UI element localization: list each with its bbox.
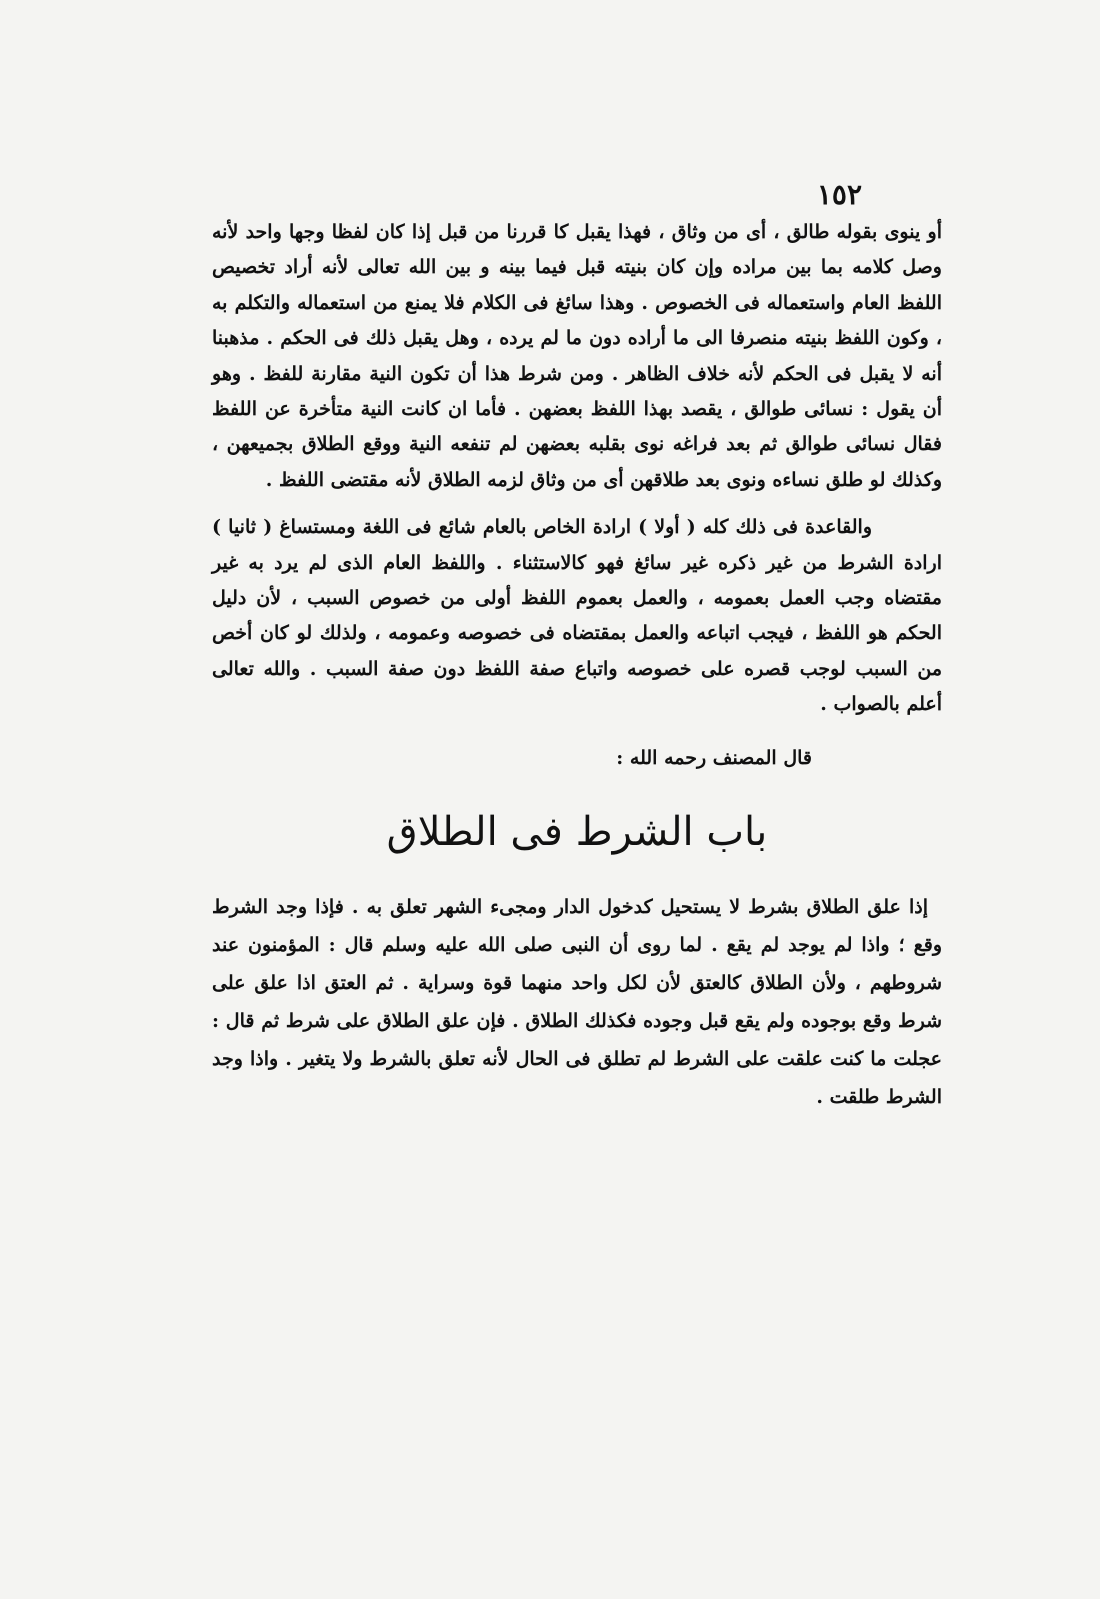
author-note: قال المصنف رحمه الله : <box>616 746 812 769</box>
paragraph-3: إذا علق الطلاق بشرط لا يستحيل كدخول الدار ومجىء الشهر تعلق به . فإذا وجد الشرط وقع ؛ واذا لم يوجد لم يقع . لما روى أن النبى صلى الله عليه وسلم قال : المؤمنون عند شروطهم ، ولأن الطلاق كالعتق لأن لكل واحد منهما قوة وسراية . ثم العتق اذا علق على شرط وقع بوجوده ولم يقع قبل وجوده فكذلك الطلاق . فإن علق الطلاق على شرط ثم قال : عجلت ما كنت علقت على الشرط لم تطلق فى الحال لأنه تعلق بالشرط ولا يتغير . واذا وجد الشرط طلقت . <box>212 895 943 1108</box>
chapter-title: باب الشرط فى الطلاق <box>386 808 768 855</box>
paragraph-2: والقاعدة فى ذلك كله ( أولا ) ارادة الخاص بالعام شائع فى اللغة ومستساغ ( ثانيا ) ارادة الشرط من غير ذكره غير سائغ فهو كالاستثناء . واللفظ العام الذى لم يرد به غير مقتضاه وجب العمل بعمومه ، والعمل بعموم اللفظ أولى من خصوص السبب ، لأن دليل الحكم هو اللفظ ، فيجب اتباعه والعمل بمقتضاه فى خصوصه وعمومه ، ولذلك لو كان أخص من السبب لوجب قصره على خصوصه واتباع صفة اللفظ دون صفة السبب . والله تعالى أعلم بالصواب . <box>212 516 942 716</box>
page-number: ١٥٢ <box>816 178 862 211</box>
page-body <box>212 215 942 1116</box>
paragraph-1: أو ينوى بقوله طالق ، أى من وثاق ، فهذا يقبل كا قررنا من قبل إذا كان لفظا وجها واحد لأنه وصل كلامه بما بين مراده وإن كان بنيته قبل فيما بينه و بين الله تعالى لأنه أراد تخصيص اللفظ العام واستعماله فى الخصوص . وهذا سائغ فى الكلام فلا يمنع من استعماله والتكلم به ، وكون اللفظ بنيته منصرفا الى ما أراده دون ما لم يرده ، وهل يقبل ذلك فى الحكم . مذهبنا أنه لا يقبل فى الحكم لأنه خلاف الظاهر . ومن شرط هذا أن تكون النية مقارنة للفظ . وهو أن يقول : نسائى طوالق ، يقصد بهذا اللفظ بعضهن . فأما ان كانت النية متأخرة عن اللفظ فقال نسائى طوالق ثم بعد فراغه نوى بقلبه بعضهن لم تنفعه النية ووقع الطلاق بجميعهن ، وكذلك لو طلق نساءه ونوى بعد طلاقهن أى من وثاق لزمه الطلاق لأنه مقتضى اللفظ . <box>212 221 942 491</box>
